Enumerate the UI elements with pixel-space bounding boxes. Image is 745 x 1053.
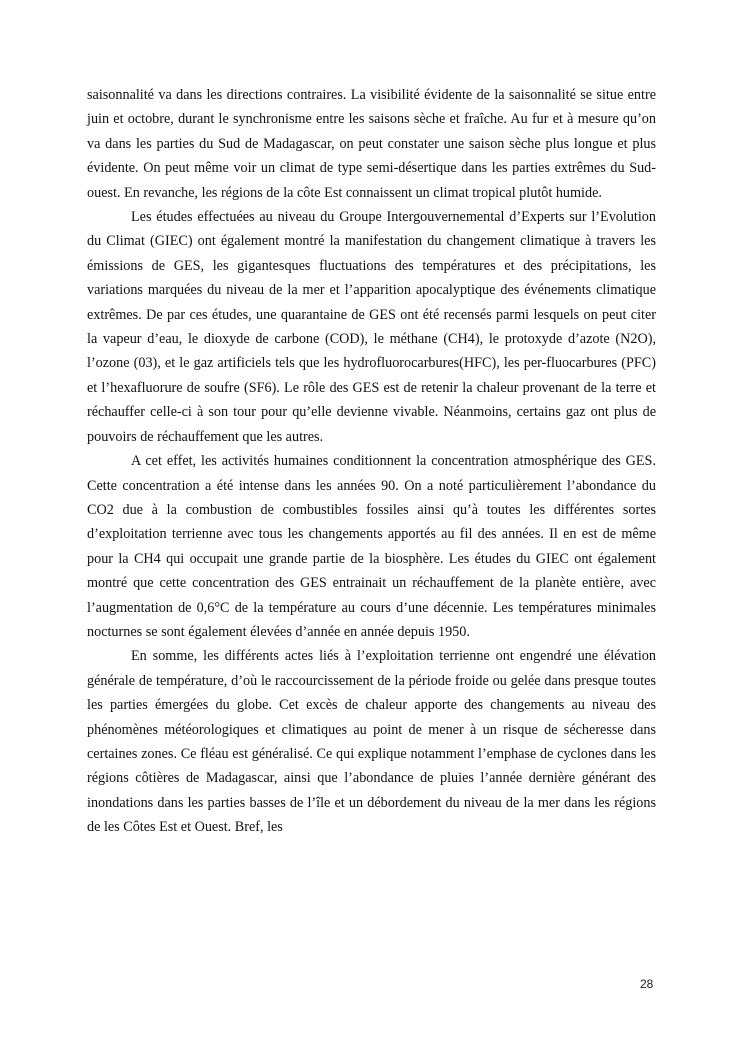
page-number: 28 xyxy=(640,977,654,991)
body-text xyxy=(87,83,656,840)
paragraph-conclusion: En somme, les différents actes liés à l’exploitation terrienne ont engendré une élévation générale de température, d’où le raccourcissement de la période froide ou gelée dans presque toutes les parties émergées du globe. Cet excès de chaleur apporte des changements au niveau des phénomènes météorologiques et climatiques au point de mener à un risque de sécheresse dans certaines zones. Ce fléau est généralisé. Ce qui explique notamment l’emphase de cyclones dans les régions côtières de Madagascar, ainsi que l’abondance de pluies l’année dernière générant des inondations dans les parties basses de l’île et un débordement du niveau de la mer dans les régions de les Côtes Est et Ouest. Bref, les xyxy=(87,648,656,836)
paragraph-climate-seasonality: saisonnalité va dans les directions contraires. La visibilité évidente de la saisonnalité se situe entre juin et octobre, durant le synchronisme entre les saisons sèche et fraîche. Au fur et à mesure qu’on va dans les parties du Sud de Madagascar, on peut constater une saison sèche plus longue et plus évidente. On peut même voir un climat de type semi-désertique dans les parties extrêmes du Sud-ouest. En revanche, les régions de la côte Est connaissent un climat tropical plutôt humide. xyxy=(87,87,656,201)
paragraph-giec-studies: Les études effectuées au niveau du Groupe Intergouvernemental d’Experts sur l’Evolution du Climat (GIEC) ont également montré la manifestation du changement climatique à travers les émissions de GES, les gigantesques fluctuations des températures et des précipitations, les variations marquées du niveau de la mer et l’apparition apocalyptique des événements climatique extrêmes. De par ces études, une quarantaine de GES ont été recensés parmi lesquels on peut citer la vapeur d’eau, le dioxyde de carbone (COD), le méthane (CH4), le protoxyde d’azote (N2O), l’ozone (03), et le gaz artificiels tels que les hydrofluorocarbures(HFC), les per-fluocarbures (PFC) et l’hexafluorure de soufre (SF6). Le rôle des GES est de retenir la chaleur provenant de la terre et réchauffer celle-ci à son tour pour qu’elle devienne vivable. Néanmoins, certains gaz ont plus de pouvoirs de réchauffement que les autres. xyxy=(87,209,656,445)
paragraph-human-activities: A cet effet, les activités humaines conditionnent la concentration atmosphérique des GES. Cette concentration a été intense dans les années 90. On a noté particulièrement l’abondance du CO2 due à la combustion de combustibles fossiles ainsi qu’à toutes les différentes sortes d’exploitation terrienne avec tous les changements apportés au fil des années. Il en est de même pour la CH4 qui occupait une grande partie de la biosphère. Les études du GIEC ont également montré que cette concentration des GES entrainait un réchauffement de la planète entière, avec l’augmentation de 0,6°C de la température au cours d’une décennie. Les températures minimales nocturnes se sont également élevées d’année en année depuis 1950. xyxy=(87,453,656,640)
